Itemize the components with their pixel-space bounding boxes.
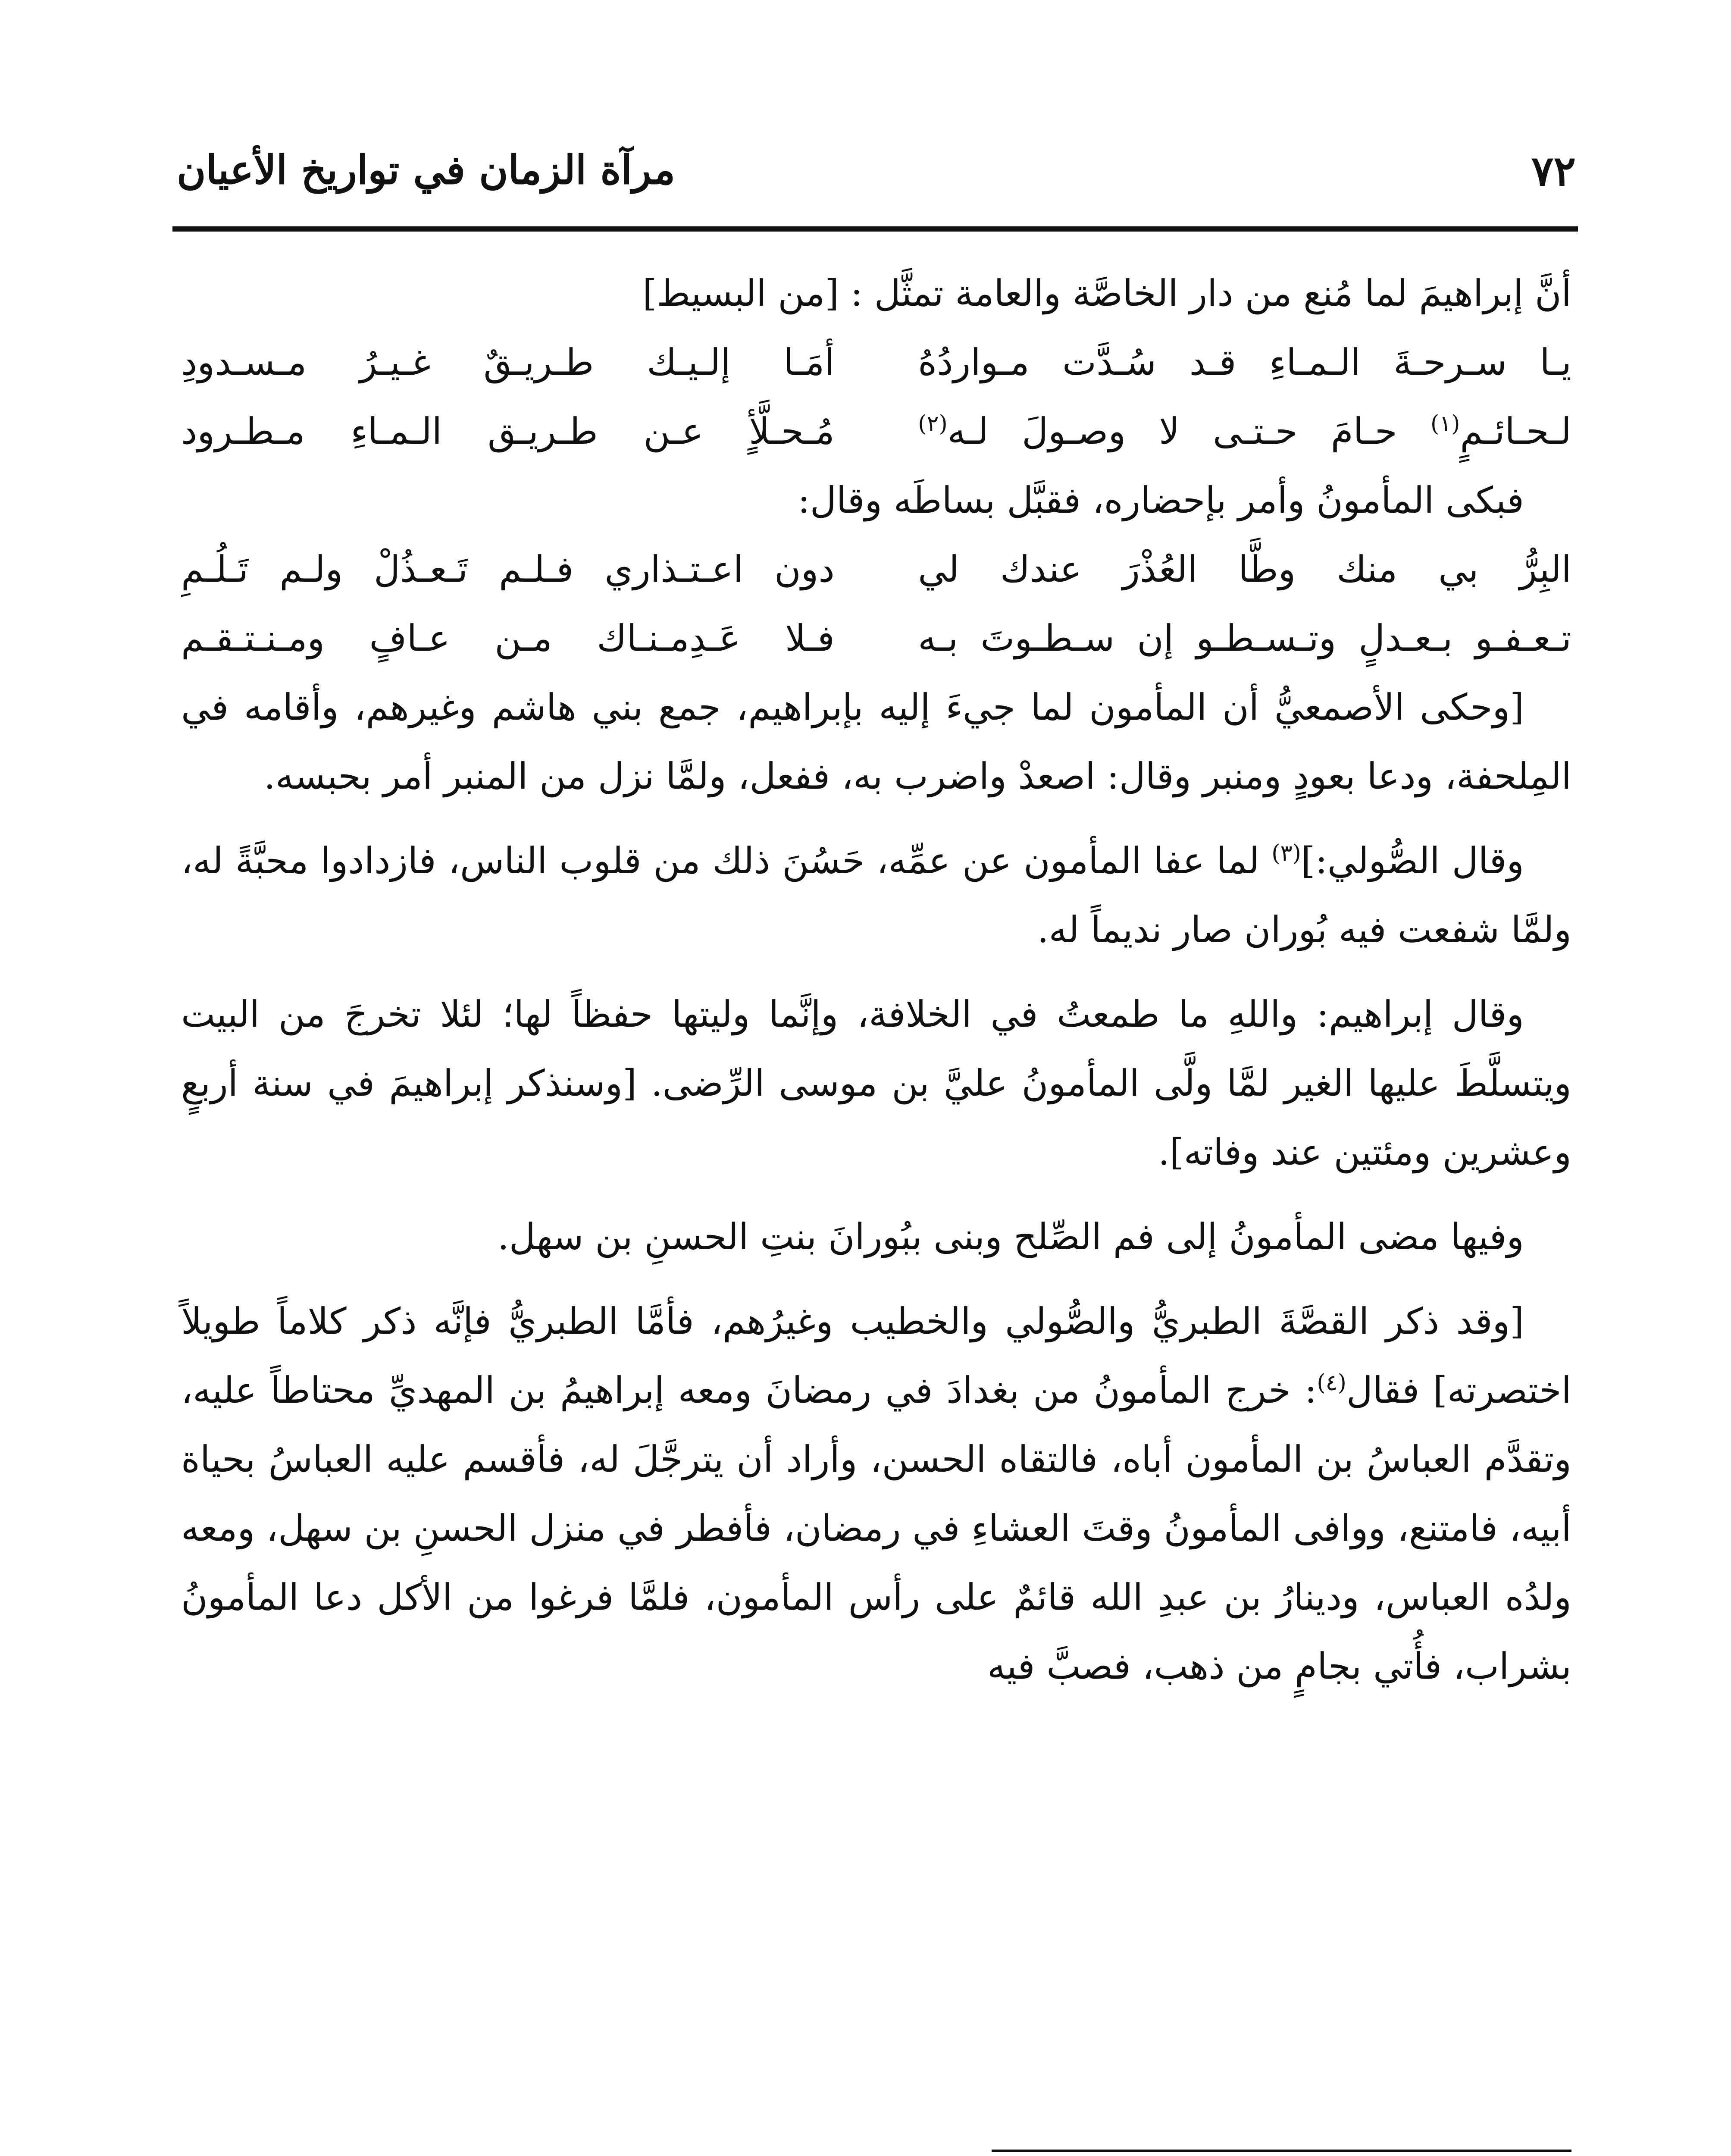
running-title: مرآة الزمان في تواريخ الأعيان bbox=[177, 147, 676, 193]
paragraph-text: لما عفا المأمون عن عمِّه، حَسُنَ ذلك من قلوب الناس، فازدادوا محبَّةً له، ولمَّا شفعت فيه بُوران صار نديماً له. bbox=[181, 840, 1571, 951]
paragraph: وقال إبراهيم: واللهِ ما طمعتُ في الخلافة، وإنَّما وليتها حفظاً لها؛ لئلا تخرجَ من البيت ويتسلَّطَ عليها الغير لمَّا ولَّى المأمونُ عليَّ بن موسى الرِّضى. [وسنذكر إبراهيمَ في سنة أربعٍ وعشرين ومئتين عند وفاته]. bbox=[181, 993, 1571, 1173]
verse-line bbox=[181, 328, 1571, 397]
paragraph-text: وقال الصُّولي:] bbox=[1301, 840, 1524, 882]
footnote-marker: (٤) bbox=[1317, 1370, 1346, 1396]
verse-line bbox=[181, 604, 1571, 673]
verse-first-hemistich: البِرُّ بي منك وطَّا العُذْرَ عندك لي bbox=[918, 548, 1571, 590]
verse-line bbox=[181, 535, 1571, 604]
verse-second-hemistich: مُـحـلَّأٍ عـن طـريـق الـمـاءِ مـطـرود bbox=[181, 410, 835, 452]
footnote-rule bbox=[992, 2150, 1571, 2152]
page-number: ٧٢ bbox=[1531, 147, 1576, 195]
verse-second-hemistich: دون اعـتـذاري فـلـم تَـعـذُلْ ولـم تَـلُـمِ bbox=[181, 548, 835, 590]
verse-first-hemistich: تـعـفـو بـعـدلٍ وتـسـطـو إن سـطـوتَ بـه bbox=[918, 617, 1571, 659]
verse-word: لـحـائـمٍ bbox=[1460, 410, 1571, 452]
footnote-marker: (١) bbox=[1430, 411, 1460, 437]
verse-words: حـامَ حـتـى لا وصـولَ لـه bbox=[947, 410, 1397, 452]
footnote-marker: (٣) bbox=[1271, 840, 1301, 866]
paragraph: [وحكى الأصمعيُّ أن المأمون لما جيءَ إليه بإبراهيم، جمع بني هاشم وغيرهم، وأقامه في المِلحفة، ودعا بعودٍ ومنبر وقال: اصعدْ واضرب به، ففعل، ولمَّا نزل من المنبر أمر بحبسه. bbox=[181, 686, 1571, 797]
intro-line bbox=[181, 259, 1571, 328]
verse-second-hemistich: فـلا عَـدِمـنـاك مـن عـافٍ ومـنـتـقـم bbox=[181, 617, 835, 659]
paragraph-text: : خرج المأمونُ من بغدادَ في رمضانَ ومعه إبراهيمُ بن المهديِّ محتاطاً عليه، وتقدَّم العباسُ بن المأمون أباه، فالتقاه الحسن، وأراد أن يترجَّلَ له، فأقسم عليه العباسُ بحياة أبيه، فامتنع، ووافى المأمونُ وقتَ العشاءِ في رمضان، فأفطر في منزل الحسنِ بن سهل، ومعه ولدُه العباس، ودينارُ بن عبدِ الله قائمٌ على رأس المأمون، فلمَّا فرغوا من الأكل دعا المأمونُ بشراب، فأُتي بجامٍ من ذهب، فصبَّ فيه bbox=[181, 1369, 1571, 1687]
paragraph bbox=[181, 1287, 1571, 1701]
paragraph: وفيها مضى المأمونُ إلى فم الصِّلح وبنى ببُورانَ بنتِ الحسنِ بن سهل. bbox=[498, 1216, 1524, 1258]
page-header bbox=[177, 129, 1576, 216]
paragraph: فبكى المأمونُ وأمر بإحضاره، فقبَّل بساطَه وقال: bbox=[798, 479, 1524, 521]
verse-second-hemistich: أمَـا إلـيـك طـريـقٌ غـيـرُ مـسـدودِ bbox=[181, 341, 835, 383]
verse-line bbox=[181, 397, 1571, 466]
main-text bbox=[181, 259, 1571, 1701]
paragraph-text: [وقد ذكر القصَّةَ الطبريُّ والصُّولي والخطيب وغيرُهم، فأمَّا الطبريُّ فإنَّه ذكر كلاماً طويلاً اختصرته] فقال bbox=[181, 1300, 1571, 1411]
verse-first-hemistich: يـا سـرحـةَ الـمـاءِ قـد سُـدَّت مـواردُهُ bbox=[918, 341, 1571, 383]
intro-text: أنَّ إبراهيمَ لما مُنع من دار الخاصَّة والعامة تمثَّل : bbox=[850, 272, 1571, 314]
header-rule bbox=[172, 226, 1578, 232]
paragraph bbox=[181, 826, 1571, 964]
meter-label: [من البسيط] bbox=[642, 272, 839, 314]
footnote-marker: (٢) bbox=[918, 411, 948, 437]
verse-first-hemistich bbox=[918, 397, 1571, 466]
